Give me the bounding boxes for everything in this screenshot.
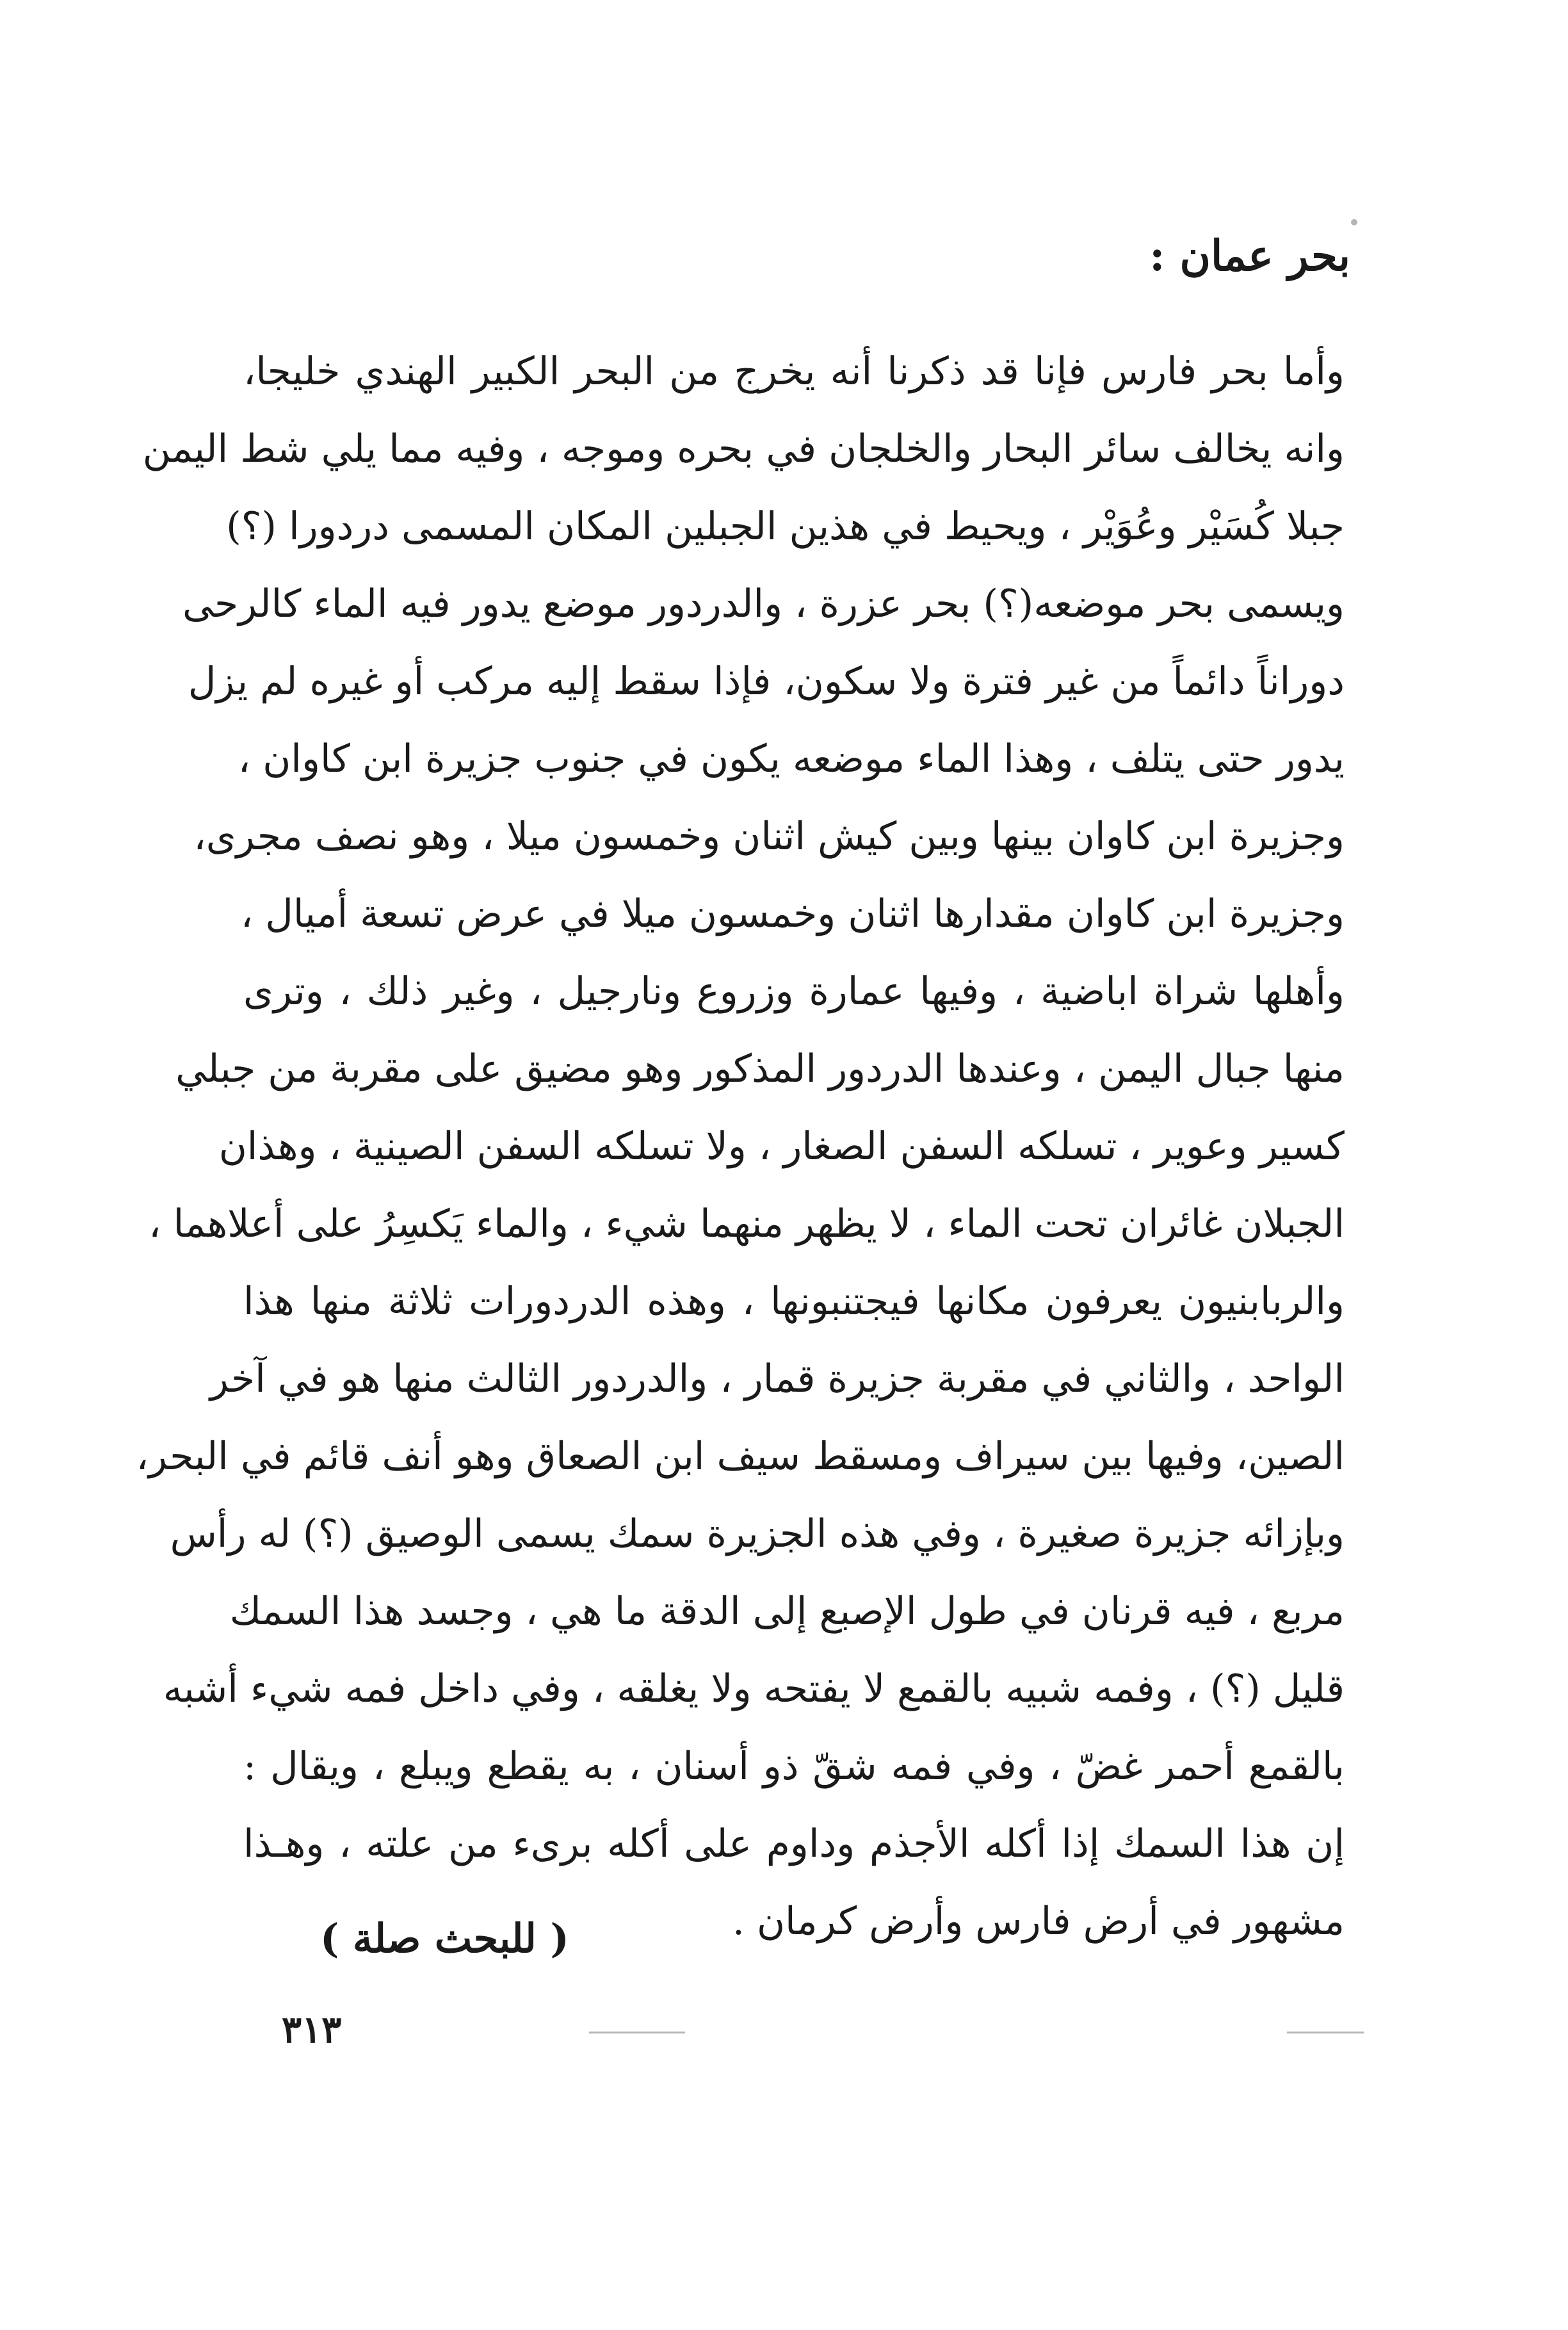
text-line: وأما بحر فارس فإنا قد ذكرنا أنه يخرج من البحر الكبير الهندي خليجا، — [243, 349, 1345, 394]
text-line: مشهور في أرض فارس وأرض كرمان . — [732, 1899, 1345, 1944]
text-line: الصين، وفيها بين سيراف ومسقط سيف ابن الصعاق وهو أنف قائم في البحر، — [136, 1434, 1345, 1479]
page-number: ٣١٣ — [282, 2008, 342, 2051]
text-line: بالقمع أحمر غضّ ، وفي فمه شقّ ذو أسنان ، به يقطع ويبلع ، ويقال : — [243, 1744, 1345, 1789]
text-line: كسير وعوير ، تسلكه السفن الصغار ، ولا تسلكه السفن الصينية ، وهذان — [218, 1124, 1345, 1169]
text-line: الواحد ، والثاني في مقربة جزيرة قمار ، والدردور الثالث منها هو في آخر — [209, 1356, 1345, 1401]
text-line: وأهلها شراة اباضية ، وفيها عمارة وزروع ونارجيل ، وغير ذلك ، وترى — [243, 969, 1345, 1014]
text-line: منها جبال اليمن ، وعندها الدردور المذكور وهو مضيق على مقربة من جبلي — [175, 1047, 1345, 1091]
text-line: الجبلان غائران تحت الماء ، لا يظهر منهما شيء ، والماء يَكسِرُ على أعلاهما ، — [149, 1202, 1345, 1246]
scan-artifact — [1287, 2032, 1364, 2033]
text-line: وجزيرة ابن كاوان مقدارها اثنان وخمسون ميلا في عرض تسعة أميال ، — [240, 892, 1345, 936]
scan-artifact — [589, 2032, 685, 2033]
scan-artifact — [1351, 219, 1357, 225]
text-line: وانه يخالف سائر البحار والخلجان في بحره وموجه ، وفيه مما يلي شط اليمن — [142, 427, 1345, 471]
text-line: قليل (؟) ، وفمه شبيه بالقمع لا يفتحه ولا يغلقه ، وفي داخل فمه شيء أشبه — [163, 1666, 1345, 1711]
text-line: وبإزائه جزيرة صغيرة ، وفي هذه الجزيرة سمك يسمى الوصيق (؟) له رأس — [170, 1511, 1345, 1556]
text-line: مربع ، فيه قرنان في طول الإصبع إلى الدقة ما هي ، وجسد هذا السمك — [229, 1589, 1345, 1634]
text-line: إن هذا السمك إذا أكله الأجذم وداوم على أكله برىء من علته ، وهـذا — [243, 1821, 1345, 1866]
text-line: ويسمى بحر موضعه(؟) بحر عزرة ، والدردور موضع يدور فيه الماء كالرحى — [182, 582, 1345, 626]
body-text — [136, 333, 1345, 1960]
text-line: يدور حتى يتلف ، وهذا الماء موضعه يكون في جنوب جزيرة ابن كاوان ، — [238, 737, 1345, 781]
text-line: دوراناً دائماً من غير فترة ولا سكون، فإذا سقط إليه مركب أو غيره لم يزل — [188, 659, 1345, 704]
text-line: جبلا كُسَيْر وعُوَيْر ، ويحيط في هذين الجبلين المكان المسمى دردورا (؟) — [226, 504, 1345, 549]
continued-note: ( للبحث صلة ) — [320, 1915, 569, 1962]
text-line: وجزيرة ابن كاوان بينها وبين كيش اثنان وخمسون ميلا ، وهو نصف مجرى، — [193, 814, 1345, 859]
section-heading: بحر عمان : — [1149, 231, 1350, 281]
text-line: والربابنيون يعرفون مكانها فيجتنبونها ، وهذه الدردورات ثلاثة منها هذا — [243, 1279, 1345, 1324]
